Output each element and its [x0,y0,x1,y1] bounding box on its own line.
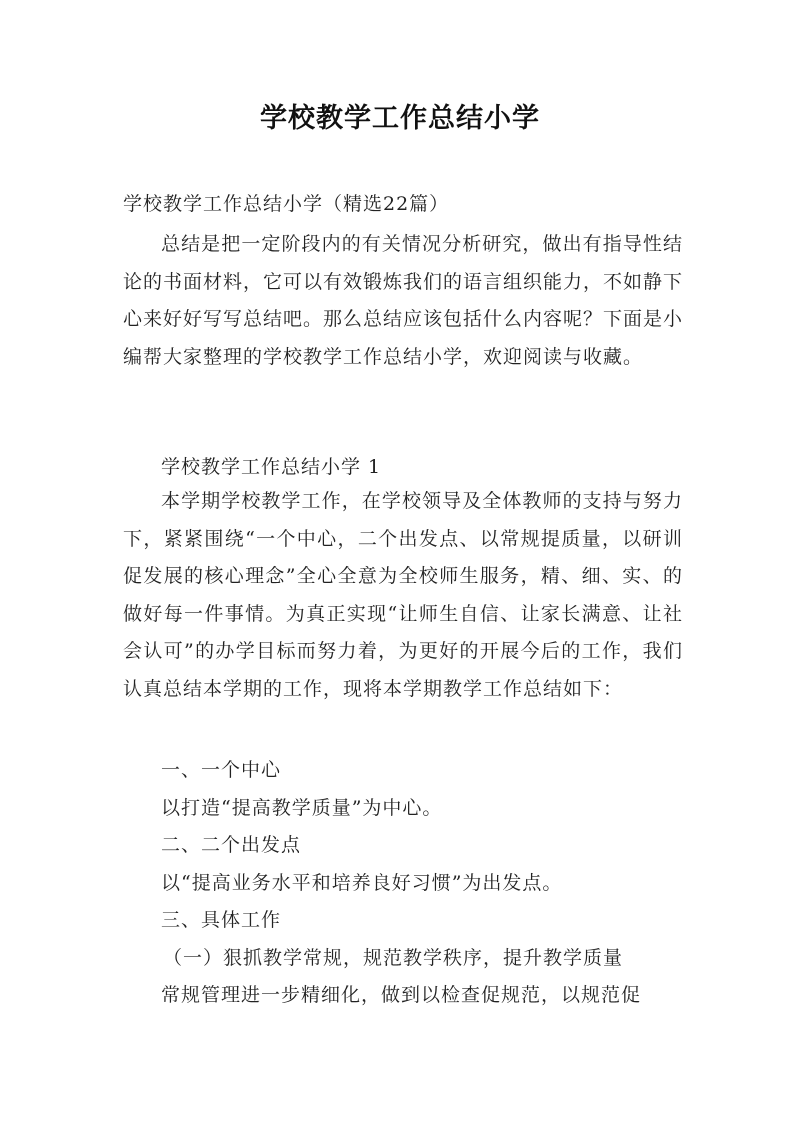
document-subtitle: 学校教学工作总结小学（精选22篇） [123,193,450,215]
section-1-heading: 学校教学工作总结小学 1 [161,456,382,478]
intro-paragraph: 总结是把一定阶段内的有关情况分析研究，做出有指导性结论的书面材料，它可以有效锻炼我们的语言组织能力，不如静下心来好好写写总结吧。那么总结应该包括什么内容呢？下面是小编帮大家整理的学校教学工作总结小学，欢迎阅读与收藏。 [123,233,684,368]
item-2-heading: 二、二个出发点 [161,834,302,856]
item-3-heading: 三、具体工作 [161,909,282,931]
item-1-heading: 一、一个中心 [161,759,282,781]
item-3-text: 常规管理进一步精细化，做到以检查促规范，以规范促 [161,984,642,1006]
item-3-subheading: （一）狠抓教学常规，规范教学秩序，提升教学质量 [163,947,624,969]
document-title: 学校教学工作总结小学 [260,103,540,134]
section-1-paragraph: 本学期学校教学工作，在学校领导及全体教师的支持与努力下，紧紧围绕“一个中心，二个出发点、以常规提质量，以研训促发展的核心理念”全心全意为全校师生服务，精、细、实、的做好每一件事情。为真正实现“让师生自信、让家长满意、让社会认可”的办学目标而努力着，为更好的开展今后的工作，我们认真总结本学期的工作，现将本学期教学工作总结如下： [123,490,683,700]
item-2-text: 以“提高业务水平和培养良好习惯”为出发点。 [161,872,563,894]
item-1-text: 以打造“提高教学质量”为中心。 [161,797,443,819]
